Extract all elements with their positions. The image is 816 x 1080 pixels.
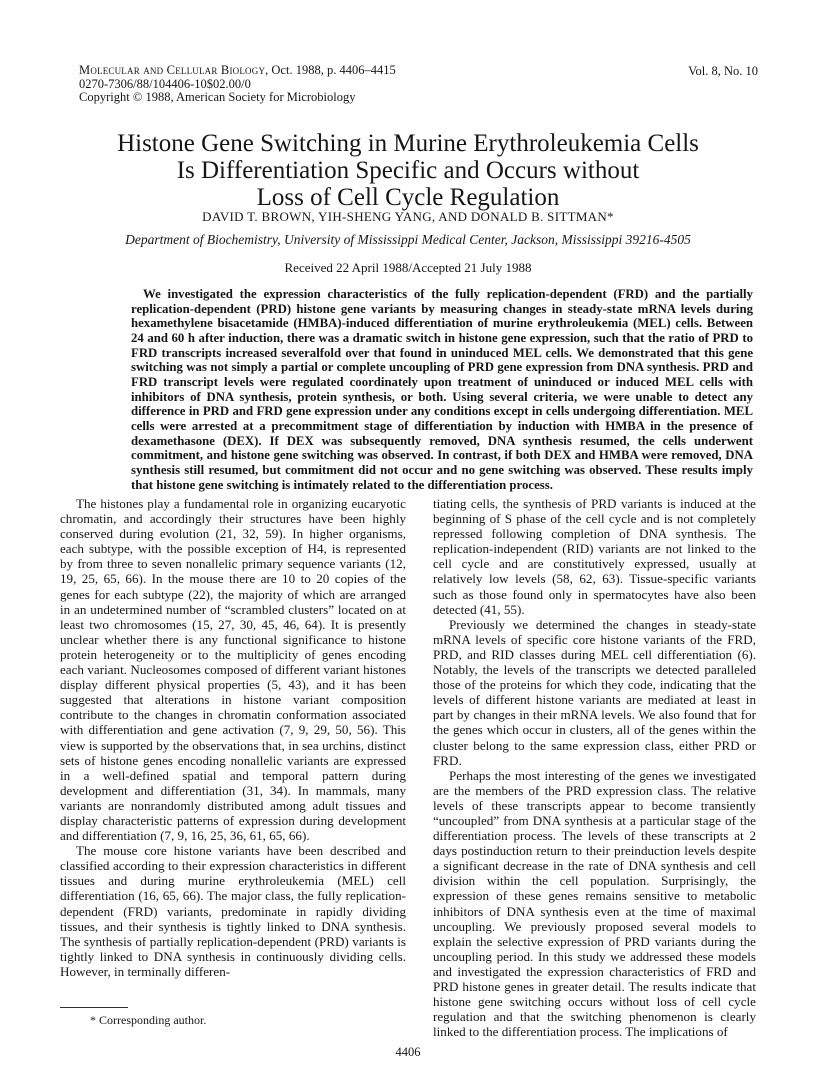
paragraph: The histones play a fundamental role in organizing eucaryotic chromatin, and accordingly their structures have been highly conserved during evolution (21, 32, 59). In higher organisms, each subtype, with the possible exception of H4, is represented by from three to seven nonallelic primary sequence variants (12, 19, 25, 65, 66). In the mouse there are 10 to 20 copies of the genes for each subtype (22), the majority of which are arranged in an undetermined number of “scrambled clusters” located on at least two chromosomes (15, 27, 30, 45, 46, 64). It is presently unclear whether there is any functional significance to histone protein heterogeneity or to the multiplicity of genes encoding each variant. Nucleosomes composed of different variant histones display different physical properties (5, 43), and it has been suggested that alterations in histone variant composition contribute to the changes in chromatin conformation associated with differentiation and gene activation (7, 9, 29, 50, 56). This view is supported by the observations that, in sea urchins, distinct sets of histone genes encoding nonallelic variants are expressed in a well-defined spatial and temporal pattern during development and differentiation (31, 34). In mammals, many variants are nonrandomly distributed among adult tissues and display characteristic patterns of expression during development and differentiation (7, 9, 16, 25, 36, 61, 65, 66). [60,496,406,844]
paragraph: Previously we determined the changes in steady-state mRNA levels of specific core histone variants of the FRD, PRD, and RID classes during MEL cell differentiation (6). Notably, the levels of the transcripts we detected paralleled those of the proteins for which they code, indicating that the levels of different histone variants are mediated at least in part by changes in their mRNA levels. We also found that for the genes which occur in clusters, all of the genes within the cluster belong to the same expression class, either PRD or FRD. [433,616,756,768]
citation: , Oct. 1988, p. 4406–4415 [265,63,396,77]
paragraph: tiating cells, the synthesis of PRD variants is induced at the beginning of S phase of the cell cycle and is not completely repressed following completion of DNA synthesis. The replication-independent (RID) variants are not linked to the cell cycle and are constitutively expressed, usually at relatively low levels (58, 62, 63). Tissue-specific variants such as those found only in spermatocytes have also been detected (41, 55). [433,496,756,617]
body-column-right [433,496,756,1039]
affiliation: Department of Biochemistry, University of Mississippi Medical Center, Jackson, Mississippi 39216-4505 [125,232,691,247]
title-line: Histone Gene Switching in Murine Erythroleukemia Cells [117,130,699,157]
volume-info: Vol. 8, No. 10 [688,64,758,78]
footnote: * Corresponding author. [90,1013,207,1027]
body-column-left [60,496,406,979]
paragraph: The mouse core histone variants have been described and classified according to their expression characteristics in different tissues and during murine erythroleukemia (MEL) cell differentiation (16, 65, 66). The major class, the fully replication-dependent (FRD) variants, predominate in rapidly dividing tissues, and their synthesis is tightly linked to DNA synthesis. The synthesis of partially replication-dependent (PRD) variants is tightly linked to DNA synthesis in continuously dividing cells. However, in terminally differen- [60,843,406,979]
footnote-rule [60,1007,128,1008]
running-header [79,64,396,105]
issn-line: 0270-7306/88/104406-10$02.00/0 [79,76,251,91]
title-line: Is Differentiation Specific and Occurs without [176,157,640,184]
journal-citation-line [79,64,396,78]
page-number: 4406 [395,1045,421,1059]
abstract: We investigated the expression characteristics of the fully replication-dependent (FRD) and the partially replication-dependent (PRD) histone gene variants by measuring changes in steady-state mRNA levels during hexamethylene bisacetamide (HMBA)-induced differentiation of murine erythroleukemia (MEL) cells. Between 24 and 60 h after induction, there was a dramatic switch in histone gene expression, such that the ratio of PRD to FRD transcripts increased severalfold over that found in uninduced MEL cells. We demonstrated that this gene switching was not simply a partial or complete uncoupling of PRD gene expression from DNA synthesis. PRD and FRD transcript levels were regulated coordinately upon treatment of uninduced or induced MEL cells with inhibitors of DNA synthesis, protein synthesis, or both. Using several criteria, we were unable to detect any difference in PRD and FRD gene expression under any conditions except in cells undergoing differentiation. MEL cells were arrested at a precommitment stage of differentiation by induction with HMBA in the presence of dexamethasone (DEX). If DEX was subsequently removed, DNA synthesis resumed, the cells underwent commitment, and histone gene switching was observed. In contrast, if both DEX and HMBA were removed, DNA synthesis still resumed, but commitment did not occur and no gene switching was observed. These results imply that histone gene switching is intimately related to the differentiation process. [131,287,753,492]
authors: DAVID T. BROWN, YIH-SHENG YANG, AND DONALD B. SITTMAN* [202,209,614,224]
paragraph: Perhaps the most interesting of the genes we investigated are the members of the PRD expression class. The relative levels of these transcripts appear to become transiently “uncoupled” from DNA synthesis at a particular stage of the differentiation process. The levels of these transcripts at 2 days postinduction return to their preinduction levels despite a significant decrease in the rate of DNA synthesis and cell division within the cell population. Surprisingly, the expression of these genes remains sensitive to metabolic inhibitors of DNA synthesis even at the time of maximal uncoupling. We previously proposed several models to explain the selective expression of PRD variants during the uncoupling period. In this study we addressed these models and investigated the expression characteristics of FRD and PRD histone genes in greater detail. The results indicate that histone gene switching occurs without loss of cell cycle regulation and that the switching phenomenon is clearly linked to the differentiation process. The implications of [433,767,756,1040]
received-dates: Received 22 April 1988/Accepted 21 July 1988 [284,260,532,275]
journal-name: Molecular and Cellular Biology [79,63,266,77]
copyright-line: Copyright © 1988, American Society for Microbiology [79,90,356,104]
article-title [60,130,756,211]
title-line: Loss of Cell Cycle Regulation [256,184,560,211]
